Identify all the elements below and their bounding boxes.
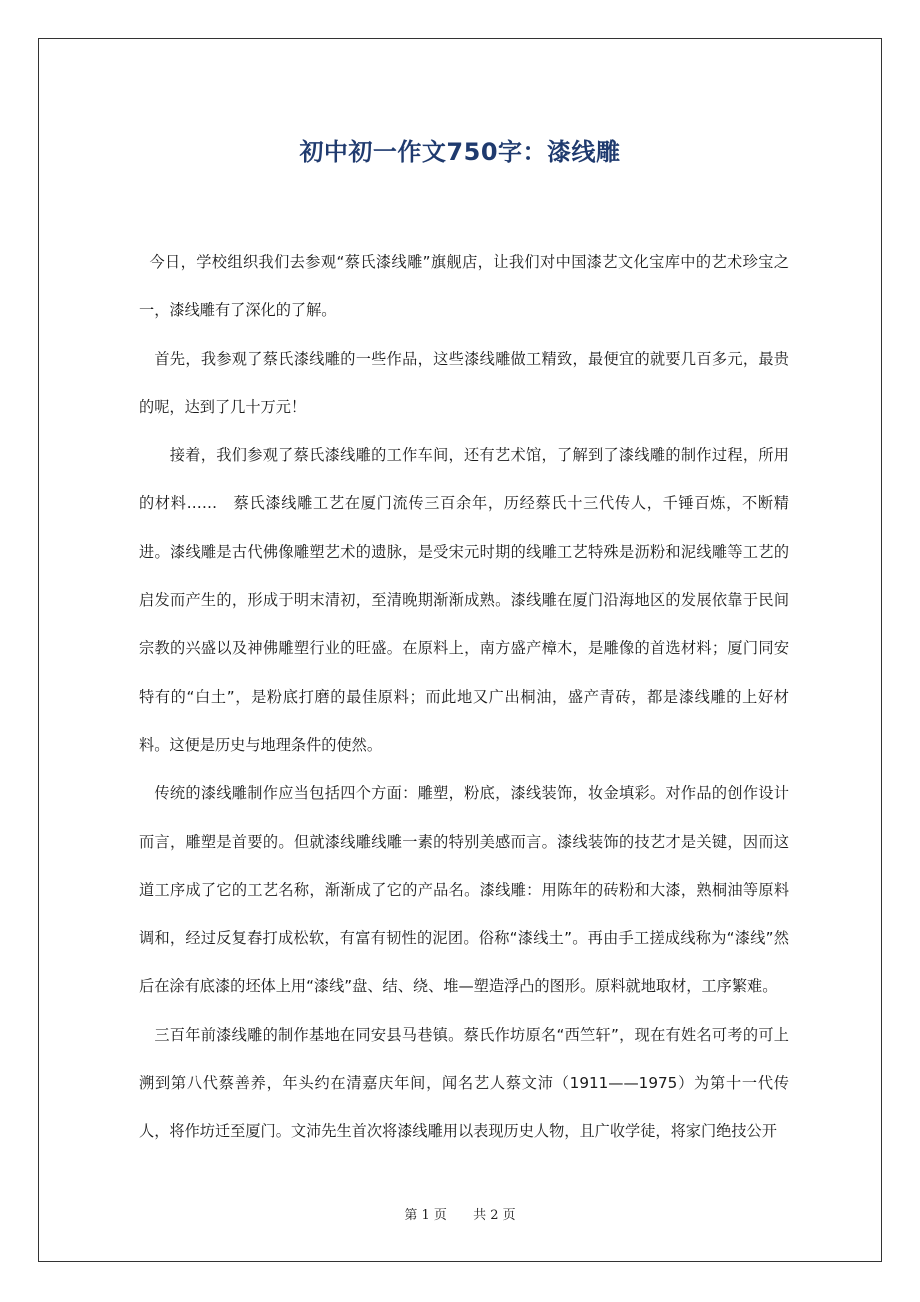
document-body [139, 238, 789, 1156]
document-title: 初中初一作文750字：漆线雕 [299, 138, 621, 167]
paragraph-2: 首先，我参观了蔡氏漆线雕的一些作品，这些漆线雕做工精致，最便宜的就要几百多元，最贵的呢，达到了几十万元！ [139, 349, 789, 416]
paragraph-1: 今日，学校组织我们去参观“蔡氏漆线雕”旗舰店，让我们对中国漆艺文化宝库中的艺术珍宝之一，漆线雕有了深化的了解。 [139, 253, 789, 320]
page-footer [0, 1206, 920, 1226]
paragraph-5: 三百年前漆线雕的制作基地在同安县马巷镇。蔡氏作坊原名“西竺轩”，现在有姓名可考的可上溯到第八代蔡善养，年头约在清嘉庆年间，闻名艺人蔡文沛（1911——1975）为第十一代传人，将作坊迁至厦门。文沛先生首次将漆线雕用以表现历史人物，且广收学徒，将家门绝技公开 [139, 1025, 789, 1141]
total-page-count: 共 2 页 [473, 1208, 516, 1223]
current-page-number: 第 1 页 [404, 1208, 447, 1223]
paragraph-3: 接着，我们参观了蔡氏漆线雕的工作车间，还有艺术馆，了解到了漆线雕的制作过程，所用的材料…… 蔡氏漆线雕工艺在厦门流传三百余年，历经蔡氏十三代传人，千锤百炼，不断精进。漆线雕是古代佛像雕塑艺术的遗脉，是受宋元时期的线雕工艺特殊是沥粉和泥线雕等工艺的启发而产生的，形成于明末清初，至清晚期渐渐成熟。漆线雕在厦门沿海地区的发展依靠于民间宗教的兴盛以及神佛雕塑行业的旺盛。在原料上，南方盛产樟木，是雕像的首选材料；厦门同安特有的“白土”，是粉底打磨的最佳原料；而此地又广出桐油，盛产青砖，都是漆线雕的上好材料。这便是历史与地理条件的使然。 [139, 446, 789, 754]
paragraph-4: 传统的漆线雕制作应当包括四个方面：雕塑，粉底，漆线装饰，妆金填彩。对作品的创作设计而言，雕塑是首要的。但就漆线雕线雕一素的特别美感而言。漆线装饰的技艺才是关键，因而这道工序成了它的工艺名称，渐渐成了它的产品名。漆线雕：用陈年的砖粉和大漆，熟桐油等原料调和，经过反复舂打成松软，有富有韧性的泥团。俗称“漆线土”。再由手工搓成线称为“漆线”然后在涂有底漆的坯体上用“漆线”盘、结、绕、堆—塑造浮凸的图形。原料就地取材，工序繁难。 [139, 784, 789, 996]
